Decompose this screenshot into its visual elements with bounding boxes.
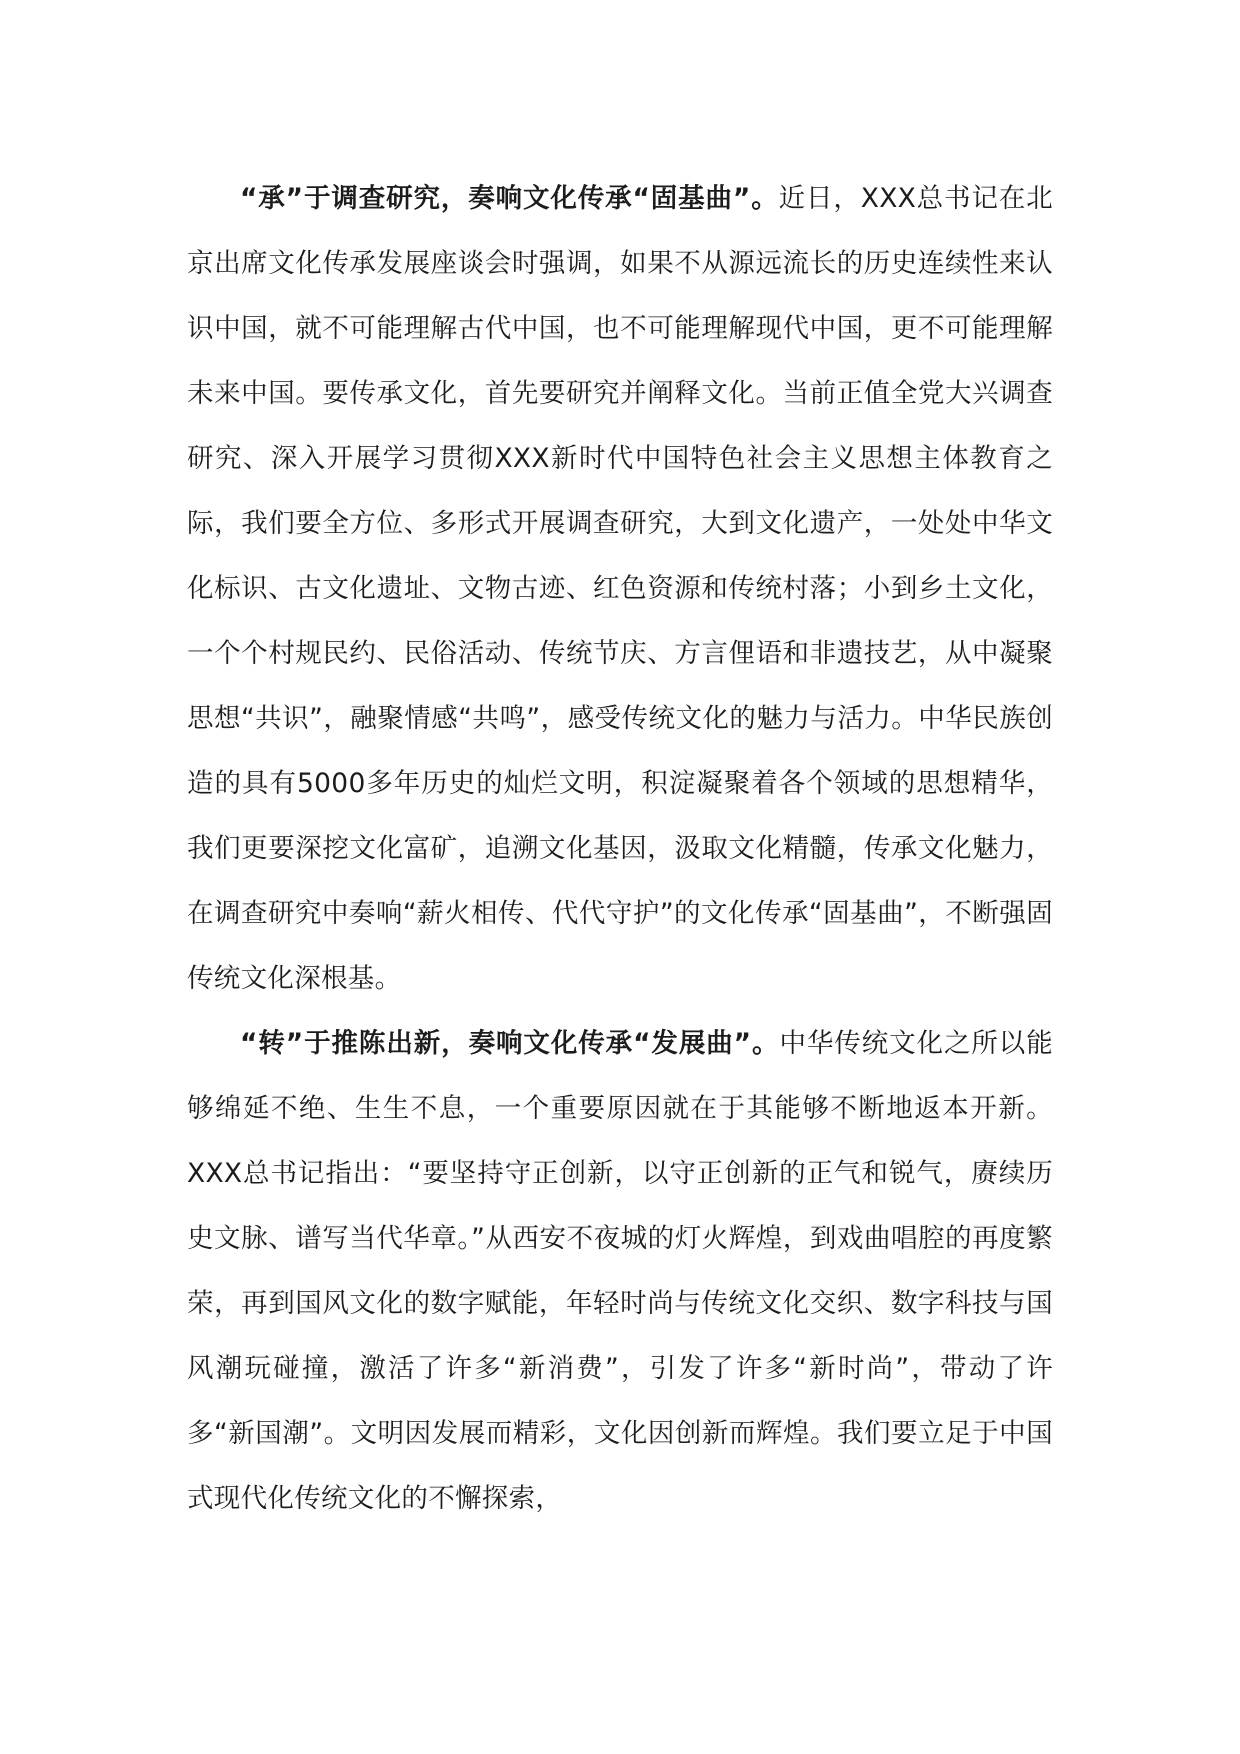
- paragraph-2-text: 中华传统文化之所以能够绵延不绝、生生不息，一个重要原因就在于其能够不断地返本开新。XXX总书记指出：“要坚持守正创新，以守正创新的正气和锐气，赓续历史文脉、谱写当代华章。”从西安不夜城的灯火辉煌，到戏曲唱腔的再度繁荣，再到国风文化的数字赋能，年轻时尚与传统文化交织、数字科技与国风潮玩碰撞，激活了许多“新消费”，引发了许多“新时尚”，带动了许多“新国潮”。文明因发展而精彩，文化因创新而辉煌。我们要立足于中国式现代化传统文化的不懈探索，: [187, 1028, 1053, 1514]
- paragraph-1: [187, 166, 1053, 1011]
- paragraph-1-heading: “承”于调查研究，奏响文化传承“固基曲”。: [240, 183, 779, 214]
- paragraph-2: [187, 1011, 1053, 1531]
- paragraph-1-text: 近日，XXX总书记在北京出席文化传承发展座谈会时强调，如果不从源远流长的历史连续性来认识中国，就不可能理解古代中国，也不可能理解现代中国，更不可能理解未来中国。要传承文化，首先要研究并阐释文化。当前正值全党大兴调查研究、深入开展学习贯彻XXX新时代中国特色社会主义思想主体教育之际，我们要全方位、多形式开展调查研究，大到文化遗产，一处处中华文化标识、古文化遗址、文物古迹、红色资源和传统村落；小到乡土文化，一个个村规民约、民俗活动、传统节庆、方言俚语和非遗技艺，从中凝聚思想“共识”，融聚情感“共鸣”，感受传统文化的魅力与活力。中华民族创造的具有5000多年历史的灿烂文明，积淀凝聚着各个领域的思想精华，我们更要深挖文化富矿，追溯文化基因，汲取文化精髓，传承文化魅力，在调查研究中奏响“薪火相传、代代守护”的文化传承“固基曲”，不断强固传统文化深根基。: [187, 183, 1053, 994]
- paragraph-2-heading: “转”于推陈出新，奏响文化传承“发展曲”。: [240, 1028, 780, 1059]
- document-body: [187, 166, 1053, 1531]
